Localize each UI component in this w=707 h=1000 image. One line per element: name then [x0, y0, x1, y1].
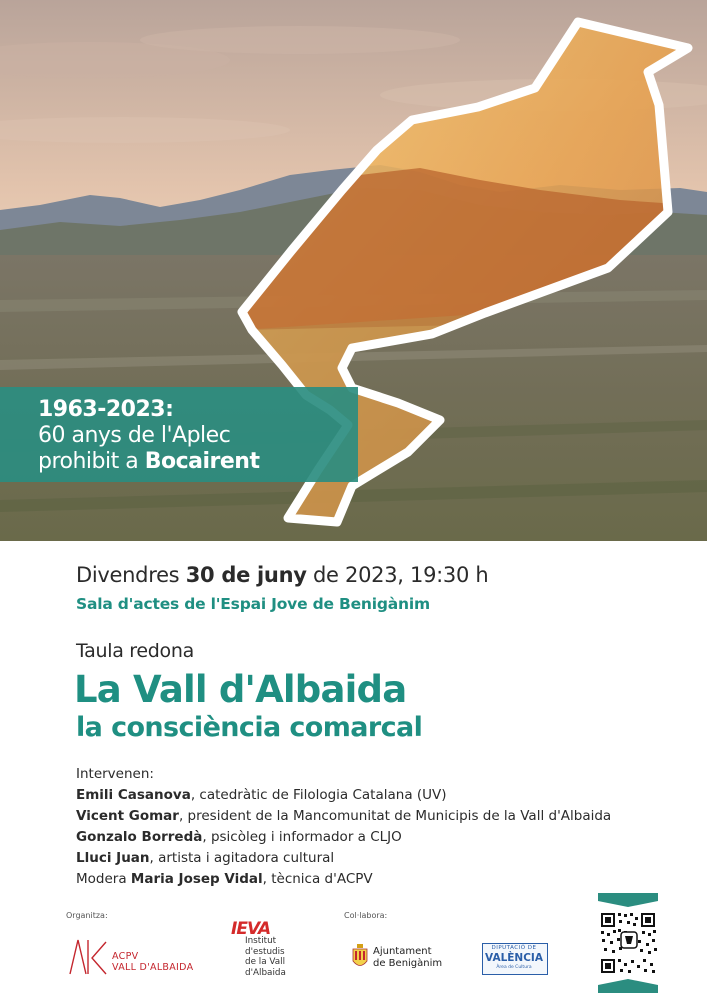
speaker-role: , catedràtic de Filologia Catalana (UV)	[190, 787, 447, 803]
ieva-line3: de la Vall	[245, 957, 286, 967]
ieva-line2: d'estudis	[245, 946, 285, 957]
speaker-name: Lluci Juan	[76, 850, 150, 866]
speaker-role: , artista i agitadora cultural	[149, 850, 335, 866]
banner-place: Bocairent	[144, 449, 260, 474]
banner-line2: 60 anys de l'Aplec	[38, 423, 231, 448]
ajunt-line1: Ajuntament	[373, 946, 432, 957]
acpv-name	[112, 951, 193, 973]
event-day: Divendres	[76, 563, 186, 587]
qr-code-icon	[598, 893, 658, 993]
speaker-role: , psicòleg i informador a CLJO	[202, 829, 402, 845]
banner-line3	[38, 449, 358, 475]
talk-subtitle: la consciència comarcal	[76, 712, 423, 743]
speaker-row	[76, 827, 611, 848]
speakers-list	[76, 764, 611, 890]
organiza-label: Organitza:	[66, 911, 108, 920]
speaker-role: , president de la Mancomunitat de Municipis de la Vall d'Albaida	[178, 808, 612, 824]
ajuntament-name	[373, 946, 442, 970]
ieva-logo-icon: IEVA	[231, 919, 271, 939]
banner-text	[38, 397, 358, 475]
event-date	[76, 563, 488, 587]
ajunt-line2: de Benigànim	[373, 958, 443, 969]
event-date-bold: 30 de juny	[185, 563, 307, 587]
speaker-row	[76, 806, 611, 827]
acpv-line2: VALL D'ALBAIDA	[112, 962, 194, 973]
speaker-row	[76, 785, 611, 806]
acpv-line1: ACPV	[112, 951, 139, 962]
banner-years: 1963-2023:	[38, 397, 174, 422]
collabora-label: Col·labora:	[344, 911, 388, 920]
moderator-row	[76, 869, 611, 890]
ieva-name	[245, 936, 286, 978]
ieva-line1: Institut	[245, 936, 277, 946]
speaker-name: Emili Casanova	[76, 787, 191, 803]
talk-title: La Vall d'Albaida	[74, 668, 407, 711]
speaker-row	[76, 848, 611, 869]
event-date-rest: de 2023, 19:30 h	[306, 563, 489, 587]
moderator-prefix: Modera	[76, 871, 131, 887]
dip-line1: DIPUTACIÓ DE	[491, 945, 537, 951]
banner-line3-prefix: prohibit a	[38, 449, 145, 474]
benigànim-shield-icon	[352, 944, 368, 970]
moderator-role: , tècnica d'ACPV	[262, 871, 373, 887]
speakers-intro: Intervenen:	[76, 766, 154, 782]
dip-line3: Àrea de Cultura	[496, 965, 532, 970]
speaker-name: Gonzalo Borredà	[76, 829, 203, 845]
ieva-line4: d'Albaida	[245, 967, 286, 978]
dip-line2: VALÈNCIA	[485, 952, 543, 964]
speaker-name: Vicent Gomar	[76, 808, 179, 824]
event-venue: Sala d'actes de l'Espai Jove de Benigànim	[76, 595, 430, 613]
talk-kicker: Taula redona	[76, 640, 194, 662]
moderator-name: Maria Josep Vidal	[130, 871, 263, 887]
